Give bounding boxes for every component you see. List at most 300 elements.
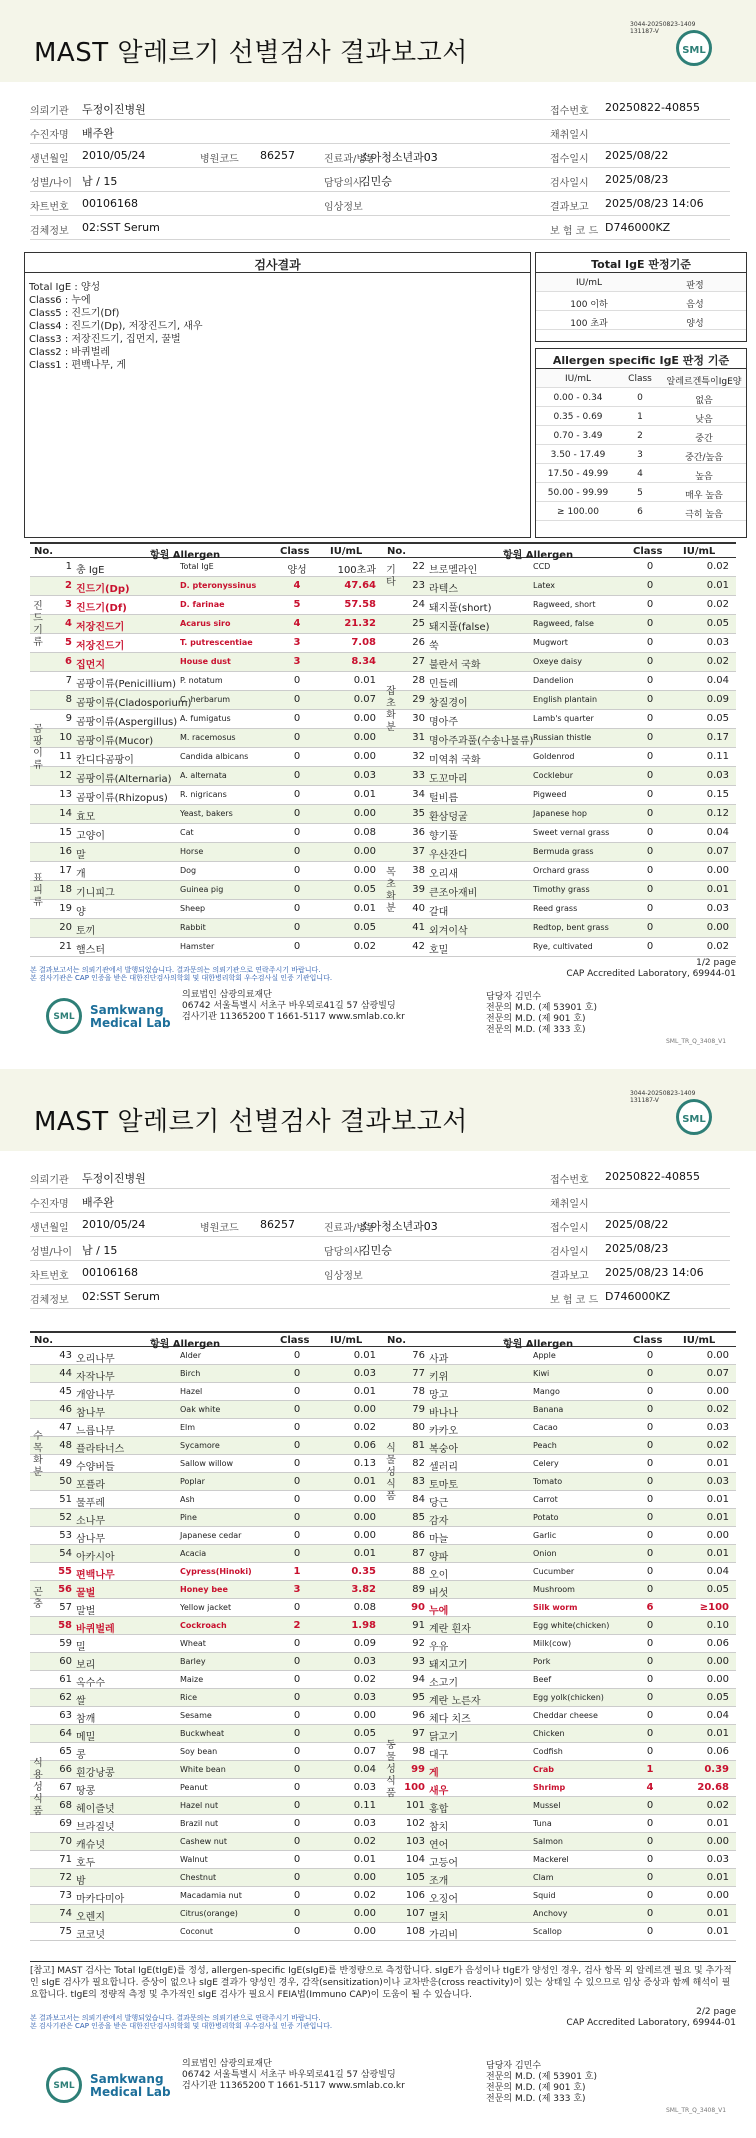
allergen-en: Buckwheat: [180, 1729, 225, 1738]
allergen-kr: 불란서 국화: [429, 660, 481, 671]
allergen-iu: 0.04: [353, 1764, 376, 1775]
info-name: 배주완: [82, 127, 114, 140]
allergen-row: [30, 1401, 383, 1419]
allergen-iu: 0.01: [353, 1350, 376, 1361]
allergen-no: 21: [59, 941, 72, 952]
allergen-no: 65: [59, 1746, 72, 1757]
specific-ige-class: 5: [637, 488, 643, 498]
allergen-class: 0: [293, 1404, 301, 1415]
logo-text: SML: [53, 2081, 75, 2091]
info-reception: 20250822-40855: [605, 1170, 700, 1183]
allergen-kr: 포플라: [76, 1480, 105, 1491]
allergen-iu: 0.09: [353, 1638, 376, 1649]
allergen-no: 11: [59, 751, 72, 762]
allergen-no: 96: [412, 1710, 425, 1721]
allergen-en: Latex: [533, 581, 556, 590]
info-dob-label: 생년월일: [30, 154, 69, 165]
allergen-no: 37: [412, 846, 425, 857]
allergen-row: [383, 1491, 736, 1509]
info-reportdate: 2025/08/23 14:06: [605, 197, 704, 210]
info-collect-label: 채취일시: [550, 1199, 589, 1210]
info-row: [30, 216, 730, 240]
allergen-en: Redtop, bent grass: [533, 923, 609, 932]
allergen-row: [30, 881, 383, 900]
allergen-iu: 0.03: [353, 1656, 376, 1667]
allergen-kr: 칸디다곰팡이: [76, 755, 134, 766]
allergen-class: 3: [293, 1584, 301, 1595]
signature-line: 전문의 M.D. (제 901 호): [486, 1014, 586, 1024]
allergen-class: 0: [646, 1512, 654, 1523]
allergen-en: Hamster: [180, 942, 215, 951]
results-lines: [25, 273, 530, 372]
allergen-kr: 플라타너스: [76, 1444, 125, 1455]
allergen-iu: 0.12: [706, 808, 729, 819]
allergen-iu: 0.00: [706, 1350, 729, 1361]
allergen-class: 0: [293, 770, 301, 781]
allergen-row: [30, 1851, 383, 1869]
allergen-en: Acarus siro: [180, 619, 231, 628]
allergen-row: [30, 1509, 383, 1527]
allergen-en: Pork: [533, 1657, 551, 1666]
allergen-class: 0: [293, 1350, 301, 1361]
allergen-no: 61: [59, 1674, 72, 1685]
allergen-no: 67: [59, 1782, 72, 1793]
allergen-class: 1: [646, 1764, 654, 1775]
allergen-row: [383, 1653, 736, 1671]
allergen-class: 0: [293, 1854, 301, 1865]
allergen-kr: 복숭아: [429, 1444, 458, 1455]
institution-line: 의료법인 삼광의료재단: [182, 2059, 272, 2069]
allergen-row: [383, 1869, 736, 1887]
allergen-no: 75: [59, 1926, 72, 1937]
group-label: 곤충: [33, 1587, 43, 1610]
info-inst-label: 의뢰기관: [30, 1175, 69, 1186]
allergen-iu: 0.00: [706, 865, 729, 876]
allergen-no: 107: [405, 1908, 425, 1919]
allergen-kr: 아카시아: [76, 1552, 115, 1563]
allergen-iu: 0.02: [353, 1422, 376, 1433]
allergen-kr: 꿀벌: [76, 1588, 96, 1599]
allergen-class: 0: [293, 903, 301, 914]
allergen-en: Egg white(chicken): [533, 1621, 610, 1630]
allergen-en: Tuna: [533, 1819, 552, 1828]
allergen-iu: 0.00: [353, 1926, 376, 1937]
allergen-kr: 수양버들: [76, 1462, 115, 1473]
allergen-kr: 보리: [76, 1660, 96, 1671]
allergen-kr: 곰팡이류(Alternaria): [76, 774, 172, 785]
allergen-iu: 0.00: [706, 1674, 729, 1685]
allergen-no: 84: [412, 1494, 425, 1505]
allergen-class: 0: [646, 770, 654, 781]
allergen-class: 0: [293, 1782, 301, 1793]
allergen-no: 46: [59, 1404, 72, 1415]
allergen-iu: 0.00: [706, 1386, 729, 1397]
allergen-iu: 0.04: [706, 1710, 729, 1721]
allergen-row: [383, 1833, 736, 1851]
allergen-en: Apple: [533, 1351, 556, 1360]
allergen-kr: 미역취 국화: [429, 755, 481, 766]
info-clinical-label: 임상정보: [324, 202, 363, 213]
allergen-row: [30, 1761, 383, 1779]
allergen-kr: 진드기(Df): [76, 603, 127, 614]
allergen-en: D. farinae: [180, 600, 225, 609]
allergen-row: [30, 1887, 383, 1905]
allergen-en: Bermuda grass: [533, 847, 594, 856]
allergen-no: 48: [59, 1440, 72, 1451]
allergen-class: 0: [646, 1494, 654, 1505]
info-recdate: 2025/08/22: [605, 1218, 669, 1231]
allergen-no: 6: [65, 656, 72, 667]
allergen-row: [383, 596, 736, 615]
group-label: 표피류: [33, 872, 43, 908]
allergen-class: 0: [646, 713, 654, 724]
allergen-class: 0: [646, 675, 654, 686]
report-title: MAST 알레르기 선별검사 결과보고서: [34, 38, 468, 68]
allergen-row: [30, 767, 383, 786]
allergen-iu: 0.02: [706, 1800, 729, 1811]
allergen-kr: 닭고기: [429, 1732, 458, 1743]
allergen-row: [383, 1905, 736, 1923]
allergen-no: 69: [59, 1818, 72, 1829]
allergen-no: 40: [412, 903, 425, 914]
allergen-row: [383, 786, 736, 805]
lab-notice: 본 결과보고서는 의뢰기관에서 발행되었습니다. 결과문의는 의뢰기관으로 연락주시기 바랍니다. 본 검사기관은 CAP 인증을 받은 대한진단검사의학회 및 대한병리학회 우수검사실 인증 기관입니다.: [30, 966, 333, 982]
allergen-row: [30, 938, 383, 957]
specific-ige-class: 0: [637, 393, 643, 403]
allergen-class: 0: [293, 1476, 301, 1487]
allergen-kr: 외겨이삭: [429, 926, 468, 937]
allergen-iu: 0.07: [706, 846, 729, 857]
allergen-kr: 키위: [429, 1372, 449, 1383]
allergen-class: 0: [646, 922, 654, 933]
allergen-row: [30, 691, 383, 710]
allergen-no: 59: [59, 1638, 72, 1649]
allergen-no: 101: [405, 1800, 425, 1811]
allergen-class: 0: [293, 675, 301, 686]
institution-line: 06742 서울특별시 서초구 바우뫼로41길 57 삼광빌딩: [182, 2070, 396, 2080]
info-chart: 00106168: [82, 197, 138, 210]
allergen-iu: 0.02: [706, 656, 729, 667]
header-iu: IU/mL: [330, 546, 363, 557]
info-inst: 두정이진병원: [82, 103, 146, 116]
allergen-row: [383, 634, 736, 653]
allergen-en: D. pteronyssinus: [180, 581, 257, 590]
allergen-row: [383, 1365, 736, 1383]
info-reportdate-label: 결과보고: [550, 202, 589, 213]
allergen-iu: 0.10: [706, 1620, 729, 1631]
allergen-no: 82: [412, 1458, 425, 1469]
info-reportdate-label: 결과보고: [550, 1271, 589, 1282]
allergen-iu: 0.05: [706, 1584, 729, 1595]
allergen-en: Cashew nut: [180, 1837, 228, 1846]
allergen-kr: 토끼: [76, 926, 96, 937]
allergen-iu: 0.03: [706, 637, 729, 648]
allergen-iu: 0.00: [353, 1512, 376, 1523]
total-ige-criteria: [535, 252, 747, 342]
allergen-kr: 개암나무: [76, 1390, 115, 1401]
allergen-row: [30, 1563, 383, 1581]
allergen-kr: 게: [429, 1768, 439, 1779]
allergen-class: 0: [646, 884, 654, 895]
signature-line: 전문의 M.D. (제 333 호): [486, 2094, 586, 2104]
allergen-kr: 오징어: [429, 1894, 458, 1905]
brand-name: [90, 2073, 171, 2099]
allergen-iu: 0.03: [706, 1854, 729, 1865]
allergen-iu: 0.01: [706, 884, 729, 895]
allergen-iu: 0.07: [706, 1368, 729, 1379]
allergen-row: [383, 1815, 736, 1833]
allergen-en: Goldenrod: [533, 752, 575, 761]
allergen-row: [383, 1617, 736, 1635]
info-name-label: 수진자명: [30, 1199, 69, 1210]
allergen-class: 0: [646, 1746, 654, 1757]
allergen-en: R. nigricans: [180, 790, 227, 799]
allergen-no: 64: [59, 1728, 72, 1739]
allergen-class: 0: [293, 1458, 301, 1469]
info-row: [30, 1213, 730, 1237]
institution-info: [182, 990, 405, 1023]
allergen-no: 90: [411, 1602, 425, 1613]
allergen-iu: 0.01: [706, 1818, 729, 1829]
reference-note: [참고] MAST 검사는 Total IgE(tIgE)를 정성, allergen-specific IgE(sIgE)를 반정량으로 측정합니다. sIgE가 음성이나 tIgE가 양성인 경우, 검사 항목 외 알레르겐 필요 및 추가적인 sIgE 검사가 필요합니다. 증상이 없으나 sIgE 결과가 양성인 경우, 감작(sensitization)이나 교차반응(cross reactivity)이 있는 상태일 수 있으므로 임상 증상과 함께 해석이 필요합니다. tIgE의 정량적 측정 및 추가적인 sIgE 검사가 필요시 FEIA법(Immuno CAP)이 도움이 될 수 있습니다.: [30, 1961, 736, 2001]
allergen-kr: 곰팡이류(Penicillium): [76, 679, 177, 690]
allergen-kr: 곰팡이류(Rhizopus): [76, 793, 168, 804]
allergen-class: 0: [646, 1854, 654, 1865]
allergen-iu: 0.04: [706, 675, 729, 686]
allergen-iu: 0.03: [353, 770, 376, 781]
allergen-table-header: [30, 1331, 383, 1350]
allergen-class: 0: [646, 1548, 654, 1559]
allergen-iu: 0.01: [353, 1476, 376, 1487]
allergen-iu: 0.01: [706, 1458, 729, 1469]
allergen-kr: 명아주: [429, 717, 458, 728]
header-iu: IU/mL: [683, 1335, 716, 1346]
allergen-iu: 0.01: [706, 1512, 729, 1523]
allergen-iu: 0.01: [706, 1494, 729, 1505]
allergen-en: Banana: [533, 1405, 564, 1414]
institution-line: 06742 서울특별시 서초구 바우뫼로41길 57 삼광빌딩: [182, 1001, 396, 1011]
allergen-table-header: [383, 1331, 736, 1350]
allergen-kr: 소고기: [429, 1678, 458, 1689]
allergen-row: [30, 596, 383, 615]
allergen-class: 0: [646, 561, 654, 572]
allergen-en: Cucumber: [533, 1567, 575, 1576]
allergen-class: 0: [293, 1800, 301, 1811]
allergen-class: 0: [293, 1530, 301, 1541]
allergen-iu: 0.00: [353, 751, 376, 762]
specific-ige-range: ≥ 100.00: [557, 507, 599, 517]
total-ige-row: [536, 311, 746, 330]
allergen-kr: 코코넛: [76, 1930, 105, 1941]
allergen-iu: 0.17: [706, 732, 729, 743]
header-no: No.: [387, 1335, 407, 1346]
allergen-no: 58: [58, 1620, 72, 1631]
allergen-kr: 호밀: [429, 945, 449, 956]
allergen-row: [383, 1419, 736, 1437]
allergen-column: [30, 1331, 383, 1941]
allergen-class: 0: [646, 694, 654, 705]
allergen-no: 9: [65, 713, 72, 724]
allergen-class: 0: [293, 884, 301, 895]
allergen-row: [383, 1563, 736, 1581]
allergen-class: 0: [293, 941, 301, 952]
info-row: [30, 1261, 730, 1285]
allergen-kr: 새우: [429, 1786, 449, 1797]
allergen-en: Squid: [533, 1891, 556, 1900]
allergen-en: Cat: [180, 828, 194, 837]
form-code: SML_TR_Q_3408_V1: [666, 1038, 727, 1045]
allergen-kr: 땅콩: [76, 1786, 96, 1797]
allergen-iu: 0.07: [353, 694, 376, 705]
allergen-no: 87: [412, 1548, 425, 1559]
allergen-en: Rye, cultivated: [533, 942, 593, 951]
allergen-row: [30, 805, 383, 824]
allergen-kr: 햄스터: [76, 945, 105, 956]
allergen-en: Mussel: [533, 1801, 561, 1810]
allergen-en: Mushroom: [533, 1585, 575, 1594]
allergen-iu: 8.34: [351, 656, 376, 667]
allergen-iu: 100초과: [337, 565, 376, 576]
allergen-no: 51: [59, 1494, 72, 1505]
specific-ige-criteria: [535, 348, 747, 538]
allergen-kr: 향기풀: [429, 831, 458, 842]
allergen-class: 0: [293, 1710, 301, 1721]
info-doctor: 김민승: [360, 175, 392, 188]
result-line: Class5 : 진드기(Df): [29, 308, 120, 319]
allergen-row: [383, 1887, 736, 1905]
allergen-en: Birch: [180, 1369, 201, 1378]
allergen-class: 0: [646, 808, 654, 819]
total-ige-result: 음성: [686, 300, 704, 310]
page-number: 1/2 page CAP Accredited Laboratory, 69944-01: [566, 958, 736, 979]
allergen-row: [30, 577, 383, 596]
allergen-no: 33: [412, 770, 425, 781]
info-testdate: 2025/08/23: [605, 173, 669, 186]
allergen-class: 0: [293, 827, 301, 838]
info-doctor: 김민승: [360, 1244, 392, 1257]
allergen-kr: 흰강낭콩: [76, 1768, 115, 1779]
allergen-class: 0: [646, 1404, 654, 1415]
specific-ige-range: 3.50 - 17.49: [550, 450, 606, 460]
info-inst-label: 의뢰기관: [30, 106, 69, 117]
allergen-iu: 0.09: [706, 694, 729, 705]
info-row: [30, 120, 730, 144]
specific-ige-row: [536, 407, 746, 426]
info-chart-label: 차트번호: [30, 202, 69, 213]
info-specimen-label: 검체정보: [30, 1295, 69, 1306]
allergen-en: Dandelion: [533, 676, 574, 685]
header-iu: IU/mL: [683, 546, 716, 557]
allergen-en: House dust: [180, 657, 231, 666]
info-dept: 소아청소년과03: [360, 151, 438, 164]
specific-ige-range: 17.50 - 49.99: [547, 469, 609, 479]
allergen-kr: 돼지풀(short): [429, 603, 492, 614]
allergen-no: 34: [412, 789, 425, 800]
allergen-iu: 0.03: [706, 770, 729, 781]
allergen-class: 0: [293, 1764, 301, 1775]
allergen-class: 0: [646, 1908, 654, 1919]
allergen-class: 0: [646, 827, 654, 838]
allergen-iu: 0.01: [353, 789, 376, 800]
allergen-class: 6: [646, 1602, 654, 1613]
allergen-en: Peanut: [180, 1783, 208, 1792]
allergen-class: 0: [293, 1836, 301, 1847]
allergen-row: [30, 1419, 383, 1437]
info-name: 배주완: [82, 1196, 114, 1209]
result-line: Class4 : 진드기(Dp), 저장진드기, 새우: [29, 321, 203, 332]
info-row: [30, 1237, 730, 1261]
allergen-iu: 0.05: [353, 922, 376, 933]
allergen-kr: 바퀴벌레: [76, 1624, 115, 1635]
specific-ige-level: 극히 높음: [685, 510, 723, 520]
allergen-row: [30, 1437, 383, 1455]
group-label: 곰팡이류: [33, 724, 43, 771]
allergen-row: [383, 1689, 736, 1707]
allergen-table-page-1: [30, 542, 736, 962]
allergen-en: Kiwi: [533, 1369, 550, 1378]
allergen-en: Cheddar cheese: [533, 1711, 598, 1720]
allergen-iu: 0.01: [706, 1926, 729, 1937]
allergen-row: [383, 1923, 736, 1941]
allergen-iu: 0.00: [353, 1908, 376, 1919]
allergen-class: 0: [293, 1746, 301, 1757]
group-label: 진드기류: [33, 600, 43, 648]
allergen-no: 70: [59, 1836, 72, 1847]
allergen-no: 57: [59, 1602, 72, 1613]
allergen-en: A. alternata: [180, 771, 227, 780]
total-ige-range: 100 초과: [570, 319, 608, 329]
allergen-class: 0: [646, 618, 654, 629]
logo-text: SML: [53, 1012, 75, 1022]
allergen-row: [30, 1383, 383, 1401]
info-row: [30, 96, 730, 120]
allergen-iu: 0.02: [706, 1440, 729, 1451]
allergen-class: 0: [646, 751, 654, 762]
allergen-en: Pigweed: [533, 790, 567, 799]
allergen-kr: 콩: [76, 1750, 86, 1761]
allergen-class: 0: [293, 1908, 301, 1919]
allergen-no: 29: [412, 694, 425, 705]
brand-line-2: Medical Lab: [90, 1016, 171, 1030]
allergen-kr: 곰팡이류(Mucor): [76, 736, 154, 747]
allergen-en: Timothy grass: [533, 885, 590, 894]
allergen-kr: 자작나무: [76, 1372, 115, 1383]
allergen-no: 20: [59, 922, 72, 933]
signature-line: 전문의 M.D. (제 53901 호): [486, 1003, 597, 1013]
allergen-iu: 0.00: [353, 1710, 376, 1721]
allergen-iu: 0.02: [706, 941, 729, 952]
allergen-row: [383, 1779, 736, 1797]
result-line: Class6 : 누에: [29, 295, 91, 306]
allergen-en: Candida albicans: [180, 752, 249, 761]
allergen-kr: 진드기(Dp): [76, 584, 130, 595]
allergen-no: 38: [412, 865, 425, 876]
allergen-iu: 0.01: [353, 903, 376, 914]
allergen-en: Celery: [533, 1459, 559, 1468]
lab-notice: 본 결과보고서는 의뢰기관에서 발행되었습니다. 결과문의는 의뢰기관으로 연락주시기 바랍니다. 본 검사기관은 CAP 인증을 받은 대한진단검사의학회 및 대한병리학회 우수검사실 인증 기관입니다.: [30, 2014, 333, 2030]
allergen-row: [383, 1455, 736, 1473]
allergen-row: [30, 919, 383, 938]
info-dept: 소아청소년과03: [360, 1220, 438, 1233]
allergen-kr: 호두: [76, 1858, 96, 1869]
allergen-class: 0: [646, 1890, 654, 1901]
allergen-class: 0: [293, 732, 301, 743]
allergen-no: 12: [59, 770, 72, 781]
group-label: 기타: [386, 565, 396, 588]
allergen-no: 31: [412, 732, 425, 743]
allergen-kr: 우유: [429, 1642, 449, 1653]
allergen-iu: 0.00: [353, 1494, 376, 1505]
